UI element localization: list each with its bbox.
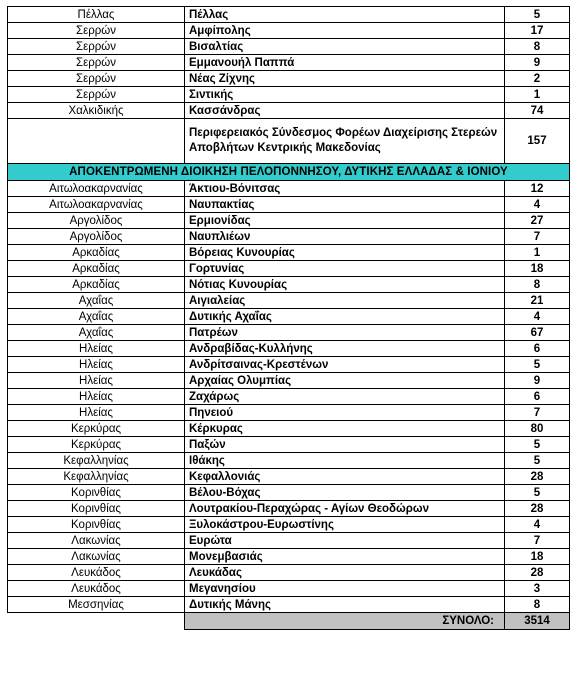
- prefecture-cell: [8, 119, 185, 164]
- prefecture-cell: Σερρών: [8, 23, 185, 39]
- prefecture-cell: Κορινθίας: [8, 485, 185, 501]
- count-cell: 18: [505, 261, 570, 277]
- total-row: [8, 613, 570, 630]
- table-row: [8, 485, 570, 501]
- table-row: [8, 501, 570, 517]
- prefecture-cell: Αχαΐας: [8, 325, 185, 341]
- count-cell: 6: [505, 341, 570, 357]
- table-row: [8, 405, 570, 421]
- prefecture-cell: Ηλείας: [8, 405, 185, 421]
- municipality-cell: Άκτιου-Βόνιτσας: [185, 181, 505, 197]
- municipality-cell: Δυτικής Αχαΐας: [185, 309, 505, 325]
- table-row: [8, 245, 570, 261]
- municipality-cell: Παξών: [185, 437, 505, 453]
- municipality-cell: Αιγιαλείας: [185, 293, 505, 309]
- count-cell: 3: [505, 581, 570, 597]
- table-body: [8, 7, 570, 181]
- municipality-cell: Δυτικής Μάνης: [185, 597, 505, 613]
- table-row: [8, 7, 570, 23]
- prefecture-cell: Κορινθίας: [8, 517, 185, 533]
- prefecture-cell: Ηλείας: [8, 373, 185, 389]
- table-row: [8, 119, 570, 164]
- municipality-cell: Ευρώτα: [185, 533, 505, 549]
- table-row: [8, 293, 570, 309]
- municipality-cell: Ξυλοκάστρου-Ευρωστίνης: [185, 517, 505, 533]
- count-cell: 8: [505, 597, 570, 613]
- count-cell: 5: [505, 453, 570, 469]
- prefecture-cell: Αιτωλοακαρνανίας: [8, 197, 185, 213]
- table-row: [8, 229, 570, 245]
- table-row: [8, 277, 570, 293]
- prefecture-cell: Αργολίδος: [8, 213, 185, 229]
- count-cell: 5: [505, 7, 570, 23]
- count-cell: 7: [505, 533, 570, 549]
- table-row: [8, 357, 570, 373]
- table-row: [8, 71, 570, 87]
- municipality-cell: Ανδραβίδας-Κυλλήνης: [185, 341, 505, 357]
- prefecture-cell: Χαλκιδικής: [8, 103, 185, 119]
- municipality-cell: Σιντικής: [185, 87, 505, 103]
- count-cell: 4: [505, 517, 570, 533]
- municipality-cell: Κασσάνδρας: [185, 103, 505, 119]
- prefecture-cell: Πέλλας: [8, 7, 185, 23]
- table-row: [8, 213, 570, 229]
- municipality-cell: Ζαχάρως: [185, 389, 505, 405]
- table-row: [8, 103, 570, 119]
- count-cell: 27: [505, 213, 570, 229]
- municipality-cell: Πατρέων: [185, 325, 505, 341]
- municipality-cell: Βισαλτίας: [185, 39, 505, 55]
- count-cell: 67: [505, 325, 570, 341]
- prefecture-cell: Σερρών: [8, 87, 185, 103]
- count-cell: 4: [505, 197, 570, 213]
- count-cell: 80: [505, 421, 570, 437]
- municipality-cell: Ερμιονίδας: [185, 213, 505, 229]
- municipality-cell: Βέλου-Βόχας: [185, 485, 505, 501]
- section-header-row: [8, 164, 570, 181]
- table-row: [8, 549, 570, 565]
- prefecture-cell: Κερκύρας: [8, 421, 185, 437]
- prefecture-cell: Αχαΐας: [8, 309, 185, 325]
- prefecture-cell: Σερρών: [8, 39, 185, 55]
- count-cell: 2: [505, 71, 570, 87]
- municipality-cell: Ανδρίτσαινας-Κρεστένων: [185, 357, 505, 373]
- count-cell: 7: [505, 405, 570, 421]
- count-cell: 5: [505, 485, 570, 501]
- prefecture-cell: Κεφαλληνίας: [8, 453, 185, 469]
- table-row: [8, 597, 570, 613]
- prefecture-cell: Λευκάδος: [8, 581, 185, 597]
- count-cell: 5: [505, 437, 570, 453]
- prefecture-cell: Λακωνίας: [8, 549, 185, 565]
- count-cell: 6: [505, 389, 570, 405]
- municipality-cell: Γορτυνίας: [185, 261, 505, 277]
- count-cell: 28: [505, 501, 570, 517]
- municipality-cell: Αμφίπολης: [185, 23, 505, 39]
- table-row: [8, 581, 570, 597]
- prefecture-cell: Σερρών: [8, 55, 185, 71]
- table-row: [8, 261, 570, 277]
- count-cell: 74: [505, 103, 570, 119]
- count-cell: 21: [505, 293, 570, 309]
- prefecture-cell: Κορινθίας: [8, 501, 185, 517]
- table-footer: [8, 613, 570, 630]
- table-row: [8, 453, 570, 469]
- total-value: 3514: [505, 613, 570, 630]
- municipality-cell: Μεγανησίου: [185, 581, 505, 597]
- blank-cell: [8, 613, 185, 630]
- count-cell: 28: [505, 469, 570, 485]
- prefecture-cell: Σερρών: [8, 71, 185, 87]
- prefecture-cell: Κερκύρας: [8, 437, 185, 453]
- table-row: [8, 181, 570, 197]
- table-row: [8, 309, 570, 325]
- prefecture-cell: Αργολίδος: [8, 229, 185, 245]
- table-row: [8, 197, 570, 213]
- count-cell: 9: [505, 55, 570, 71]
- prefecture-cell: Μεσσηνίας: [8, 597, 185, 613]
- prefecture-cell: Αιτωλοακαρνανίας: [8, 181, 185, 197]
- table-row: [8, 565, 570, 581]
- prefecture-cell: Ηλείας: [8, 357, 185, 373]
- count-cell: 5: [505, 357, 570, 373]
- section-header: ΑΠΟΚΕΝΤΡΩΜΕΝΗ ΔΙΟΙΚΗΣΗ ΠΕΛΟΠΟΝΝΗΣΟΥ, ΔΥΤΙΚΗΣ ΕΛΛΑΔΑΣ & ΙΟΝΙΟΥ: [8, 164, 570, 181]
- table-row: [8, 389, 570, 405]
- table-row: [8, 517, 570, 533]
- count-cell: 8: [505, 277, 570, 293]
- prefecture-cell: Λακωνίας: [8, 533, 185, 549]
- prefecture-cell: Λευκάδος: [8, 565, 185, 581]
- table-row: [8, 533, 570, 549]
- count-cell: 1: [505, 245, 570, 261]
- table-row: [8, 341, 570, 357]
- data-table: [7, 6, 570, 630]
- municipality-cell: Εμμανουήλ Παππά: [185, 55, 505, 71]
- prefecture-cell: Αρκαδίας: [8, 277, 185, 293]
- prefecture-cell: Αρκαδίας: [8, 245, 185, 261]
- municipality-cell: Πηνειού: [185, 405, 505, 421]
- table-row: [8, 421, 570, 437]
- table-row: [8, 39, 570, 55]
- prefecture-cell: Ηλείας: [8, 341, 185, 357]
- municipality-cell: Ναυπλιέων: [185, 229, 505, 245]
- table-body-after: [8, 181, 570, 613]
- count-cell: 8: [505, 39, 570, 55]
- municipality-cell: Κέρκυρας: [185, 421, 505, 437]
- table-row: [8, 55, 570, 71]
- count-cell: 4: [505, 309, 570, 325]
- prefecture-cell: Αρκαδίας: [8, 261, 185, 277]
- municipality-cell: Μονεμβασιάς: [185, 549, 505, 565]
- count-cell: 157: [505, 119, 570, 164]
- total-label: ΣΥΝΟΛΟ:: [185, 613, 505, 630]
- municipality-cell: Πέλλας: [185, 7, 505, 23]
- municipality-cell: Νέας Ζίχνης: [185, 71, 505, 87]
- count-cell: 7: [505, 229, 570, 245]
- municipality-cell: Αρχαίας Ολυμπίας: [185, 373, 505, 389]
- count-cell: 9: [505, 373, 570, 389]
- municipality-cell: Ναυπακτίας: [185, 197, 505, 213]
- table-row: [8, 437, 570, 453]
- municipality-cell: Βόρειας Κυνουρίας: [185, 245, 505, 261]
- count-cell: 12: [505, 181, 570, 197]
- prefecture-cell: Κεφαλληνίας: [8, 469, 185, 485]
- count-cell: 18: [505, 549, 570, 565]
- table-row: [8, 373, 570, 389]
- table-row: [8, 87, 570, 103]
- municipality-cell: Νότιας Κυνουρίας: [185, 277, 505, 293]
- prefecture-cell: Ηλείας: [8, 389, 185, 405]
- municipality-cell: Ιθάκης: [185, 453, 505, 469]
- count-cell: 17: [505, 23, 570, 39]
- table-row: [8, 325, 570, 341]
- municipality-cell: Κεφαλλονιάς: [185, 469, 505, 485]
- count-cell: 28: [505, 565, 570, 581]
- prefecture-cell: Αχαΐας: [8, 293, 185, 309]
- count-cell: 1: [505, 87, 570, 103]
- table-row: [8, 23, 570, 39]
- municipality-cell: Λευκάδας: [185, 565, 505, 581]
- table-row: [8, 469, 570, 485]
- municipality-cell: Περιφερειακός Σύνδεσμος Φορέων Διαχείρισης Στερεών Αποβλήτων Κεντρικής Μακεδονίας: [185, 119, 505, 164]
- municipality-cell: Λουτρακίου-Περαχώρας - Αγίων Θεοδώρων: [185, 501, 505, 517]
